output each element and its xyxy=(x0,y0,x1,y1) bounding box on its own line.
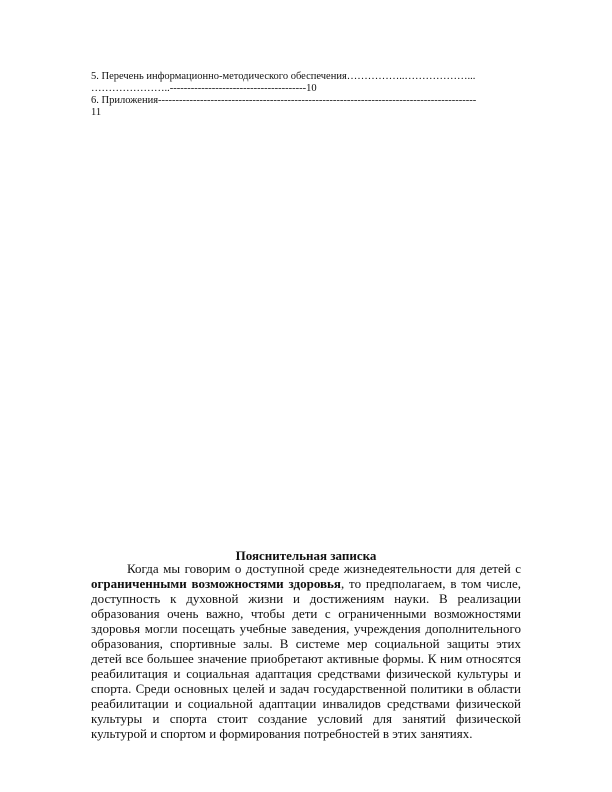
toc-item-6: 6. Приложения------------------------------------------------------------------------------------------- xyxy=(91,95,477,106)
toc-item-6-page: 11 xyxy=(91,107,102,118)
toc-item-5-continuation: …………………..---------------------------------------10 xyxy=(91,83,317,94)
paragraph-text-start: Когда мы говорим о доступной среде жизнедеятельности для детей с xyxy=(127,561,521,576)
section-body xyxy=(91,561,521,741)
paragraph-text-end: , то предполагаем, в том числе, доступность к духовной жизни и достижениям науки. В реализации образования очень важно, чтобы дети с ограниченными возможностями здоровья могли посещать учебные заведения, учреждения дополнительного образования, спортивные залы. В системе мер социальной защиты этих детей все большее значение приобретают активные формы. К ним относятся реабилитация и социальная адаптация средствами физической культуры и спорта. Среди основных целей и задач государственной политики в области реабилитации и социальной адаптации инвалидов средствами физической культуры и спорта стоит создание условий для занятий физической культурой и спортом и формирования потребностей в этих занятиях. xyxy=(91,576,521,741)
toc-item-5: 5. Перечень информационно-методического обеспечения……………..………………... xyxy=(91,71,476,82)
table-of-contents xyxy=(91,71,521,119)
bold-phrase: ограниченными возможностями здоровья xyxy=(91,576,341,591)
section-title: Пояснительная записка xyxy=(235,548,377,563)
paragraph xyxy=(91,561,521,741)
